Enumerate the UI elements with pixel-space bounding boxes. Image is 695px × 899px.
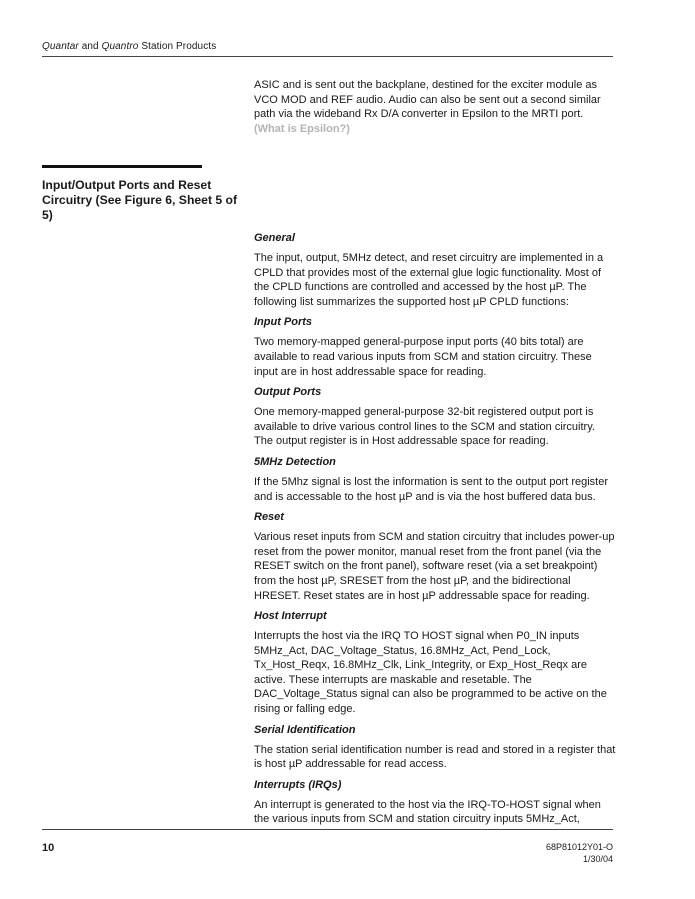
subsection-body-interrupts: An interrupt is generated to the host via the IRQ-TO-HOST signal when the various inputs from SCM and station circuitry inputs 5MHz_Act, [254, 798, 601, 826]
subsection-heading-output-ports: Output Ports [254, 386, 322, 399]
subsection-heading-input-ports: Input Ports [254, 316, 313, 329]
subsection-body-reset: Various reset inputs from SCM and station circuitry that includes power-up reset from the power monitor, manual reset from the front panel (via the RESET switch on the front panel), software reset (via a set breakpoint) from the host µP, SRESET from the host µP, and the bidirectional HRESET. Reset states are in host µP addressable space for reading. [254, 531, 615, 602]
subsection-body-general: The input, output, 5MHz detect, and reset circuitry are implemented in a CPLD that provides most of the external glue logic functionality. Most of the CPLD functions are controlled and accessed by the host µP. The following list summarizes the supported host µP CPLD functions: [254, 252, 604, 308]
subsection-body-serial-identification: The station serial identification number is read and stored in a register that is host µP addressable for read access. [254, 743, 616, 771]
footer-rule [42, 829, 613, 830]
subsection-body-5mhz-detection: If the 5Mhz signal is lost the information is sent to the output port register and is accessable to the host µP and is via the host buffered data bus. [254, 475, 609, 503]
section-title: Input/Output Ports and Reset Circuitry (See Figure 6, Sheet 5 of 5) [42, 178, 238, 222]
page-number: 10 [42, 842, 55, 854]
subsection-heading-reset: Reset [254, 511, 284, 524]
document-number: 68P81012Y01-O [545, 842, 613, 852]
subsection-body-input-ports: Two memory-mapped general-purpose input ports (40 bits total) are available to read various inputs from SCM and station circuitry. These input are in host addressable space for reading. [254, 336, 592, 378]
header-rest: Station Products [138, 41, 217, 52]
header-brand-quantro: Quantro [101, 41, 139, 52]
subsection-body-output-ports: One memory-mapped general-purpose 32-bit registered output port is available to drive various control lines to the SCM and station circuitry. The output register is in Host addressable space for reading. [254, 406, 595, 448]
intro-paragraph [254, 78, 616, 136]
running-header [42, 41, 216, 52]
document-id [546, 841, 613, 865]
subsection-body-host-interrupt: Interrupts the host via the IRQ TO HOST signal when P0_IN inputs 5MHz_Act, DAC_Voltage_Status, 16.8MHz_Act, Pend_Lock, Tx_Host_Reqx, 16.8MHz_Clk, Link_Integrity, or Exp_Host_Reqx are active. These interrupts are maskable and resetable. The DAC_Voltage_Status signal can also be programmed to be active on the rising or falling edge. [254, 630, 607, 716]
header-brand-quantar: Quantar [42, 41, 79, 52]
header-rule [42, 56, 613, 57]
subsection-heading-interrupts: Interrupts (IRQs) [254, 778, 342, 791]
subsection-heading-general: General [254, 232, 295, 244]
header-and: and [78, 41, 102, 52]
section-body [254, 231, 616, 833]
subsection-heading-host-interrupt: Host Interrupt [254, 610, 327, 623]
subsection-heading-serial-identification: Serial Identification [254, 723, 356, 736]
subsection-heading-5mhz-detection: 5MHz Detection [254, 455, 336, 468]
section-bar [42, 165, 202, 168]
intro-text: ASIC and is sent out the backplane, destined for the exciter module as VCO MOD and REF audio. Audio can also be sent out a second similar path via the wideband Rx D/A converter in Epsilon to the MRTI port. [254, 79, 601, 121]
document-date: 1/30/04 [582, 854, 613, 864]
epsilon-link[interactable]: (What is Epsilon?) [254, 122, 350, 135]
